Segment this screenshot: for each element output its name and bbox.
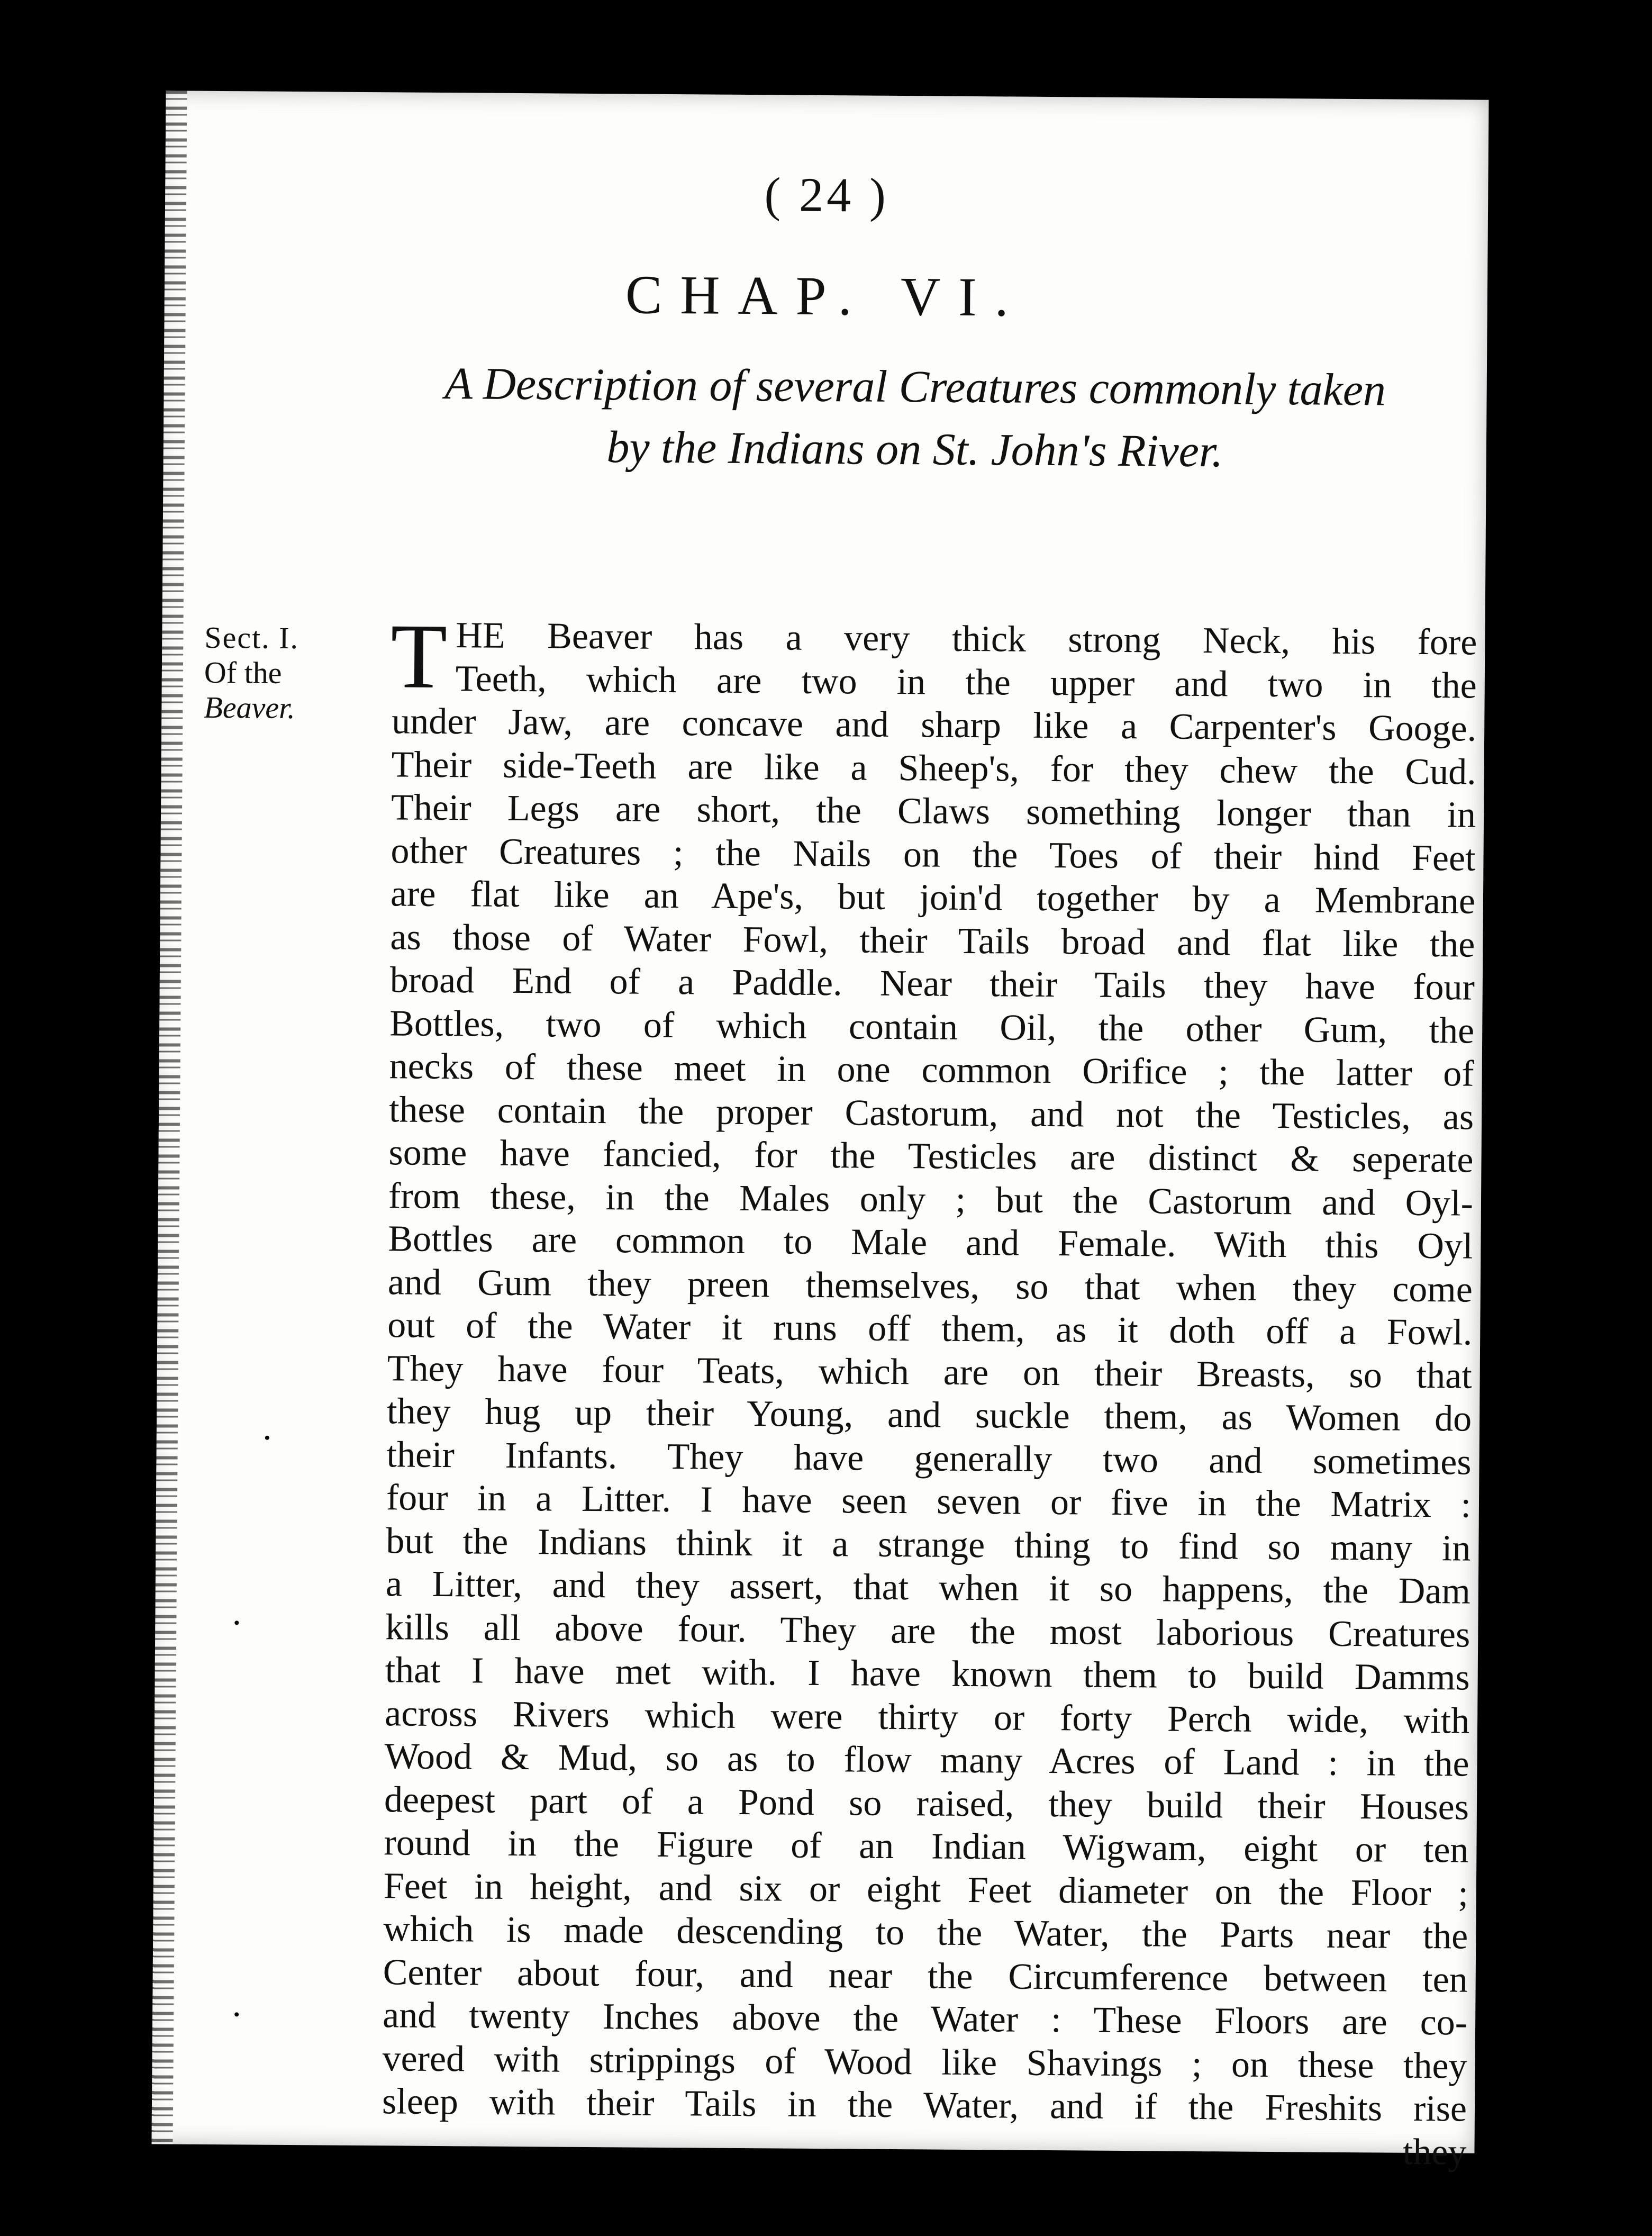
body-line: a Litter, and they assert, that when it so happens, the Dam [385,1563,1471,1612]
body-line: Teeth, which are two in the upper and two in the [455,658,1477,707]
body-line: and Gum they preen themselves, so that when they come [387,1261,1473,1310]
section-title [364,351,1466,484]
body-line: Center about four, and near the Circumference between ten [383,1951,1468,2000]
body-line: Bottles, two of which contain Oil, the other Gum, the [389,1002,1475,1052]
drop-cap: T [390,604,448,708]
body-line: are flat like an Ape's, but join'd together by a Membrane [390,873,1476,922]
body-line: from these, in the Males only ; but the Castorum and Oyl- [388,1175,1474,1224]
body-line: Wood & Mud, so as to flow many Acres of Land : in the [384,1736,1469,1785]
body-line: four in a Litter. I have seen seven or five in the Matrix : [386,1477,1472,1526]
body-line: round in the Figure of an Indian Wigwam, eight or ten [384,1822,1469,1871]
chapter-title: CHAP. VI. [625,264,1027,328]
body-line: out of the Water it runs off them, as it doth off a Fowl. [387,1305,1473,1353]
margin-note [204,620,363,726]
scan-speck [234,1621,239,1625]
body-line: vered with strippings of Wood like Shavings ; on these they [382,2038,1467,2087]
body-line: deepest part of a Pond so raised, they build their Houses [384,1779,1469,1828]
body-line: as those of Water Fowl, their Tails broad and flat like the [390,916,1475,965]
margin-note-section: Sect. I. [204,620,299,656]
body-line: but the Indians think it a strange thing to find so many in [386,1520,1471,1569]
body-line: broad End of a Paddle. Near their Tails they have four [389,959,1475,1008]
scanned-page [151,90,1488,2173]
body-line: They have four Teats, which are on their Breasts, so that [387,1347,1472,1397]
page-number: ( 24 ) [764,167,889,222]
margin-note-subject: Beaver. [204,690,295,726]
body-line: other Creatures ; the Nails on the Toes of their hind Feet [391,830,1476,879]
body-line: across Rivers which were thirty or forty Perch wide, with [384,1692,1470,1742]
body-line: HE Beaver has a very thick strong Neck, his fore [456,615,1477,663]
body-line: Their side-Teeth are like a Sheep's, for they chew the Cud. [391,744,1476,793]
body-line: under Jaw, are concave and sharp like a Carpenter's Googe. [391,701,1477,749]
body-line: their Infants. They have generally two and sometimes [386,1434,1472,1483]
section-title-line-2: by the Indians on St. John's River. [606,421,1223,477]
body-line: kills all above four. They are the most laborious Creatures [385,1606,1471,1655]
body-line: they [1402,2131,1467,2173]
body-line: necks of these meet in one common Orifice ; the latter of [389,1046,1474,1094]
body-line: that I have met with. I have known them to build Damms [385,1650,1470,1698]
body-line: sleep with their Tails in the Water, and if the Freshits rise [382,2081,1467,2130]
body-line: Their Legs are short, the Claws something longer than in [391,787,1476,836]
body-text [382,604,1477,2174]
body-line: Bottles are common to Male and Female. With this Oyl [388,1218,1473,1267]
scan-speck [234,2012,239,2016]
body-line: they hug up their Young, and suckle them, as Women do [386,1391,1472,1440]
margin-note-of: Of the Beaver. [204,655,295,726]
body-line: these contain the proper Castorum, and not the Testicles, as [388,1089,1474,1138]
body-line: Feet in height, and six or eight Feet diameter on the Floor ; [383,1865,1469,1914]
body-line: which is made descending to the Water, the Parts near the [383,1908,1468,1957]
body-line: some have fancied, for the Testicles are distinct & seperate [388,1132,1474,1181]
section-title-line-1: A Description of several Creatures commonly taken [444,358,1386,415]
body-line: and twenty Inches above the Water : These Floors are co- [382,1995,1468,2043]
scan-speck [265,1436,269,1440]
